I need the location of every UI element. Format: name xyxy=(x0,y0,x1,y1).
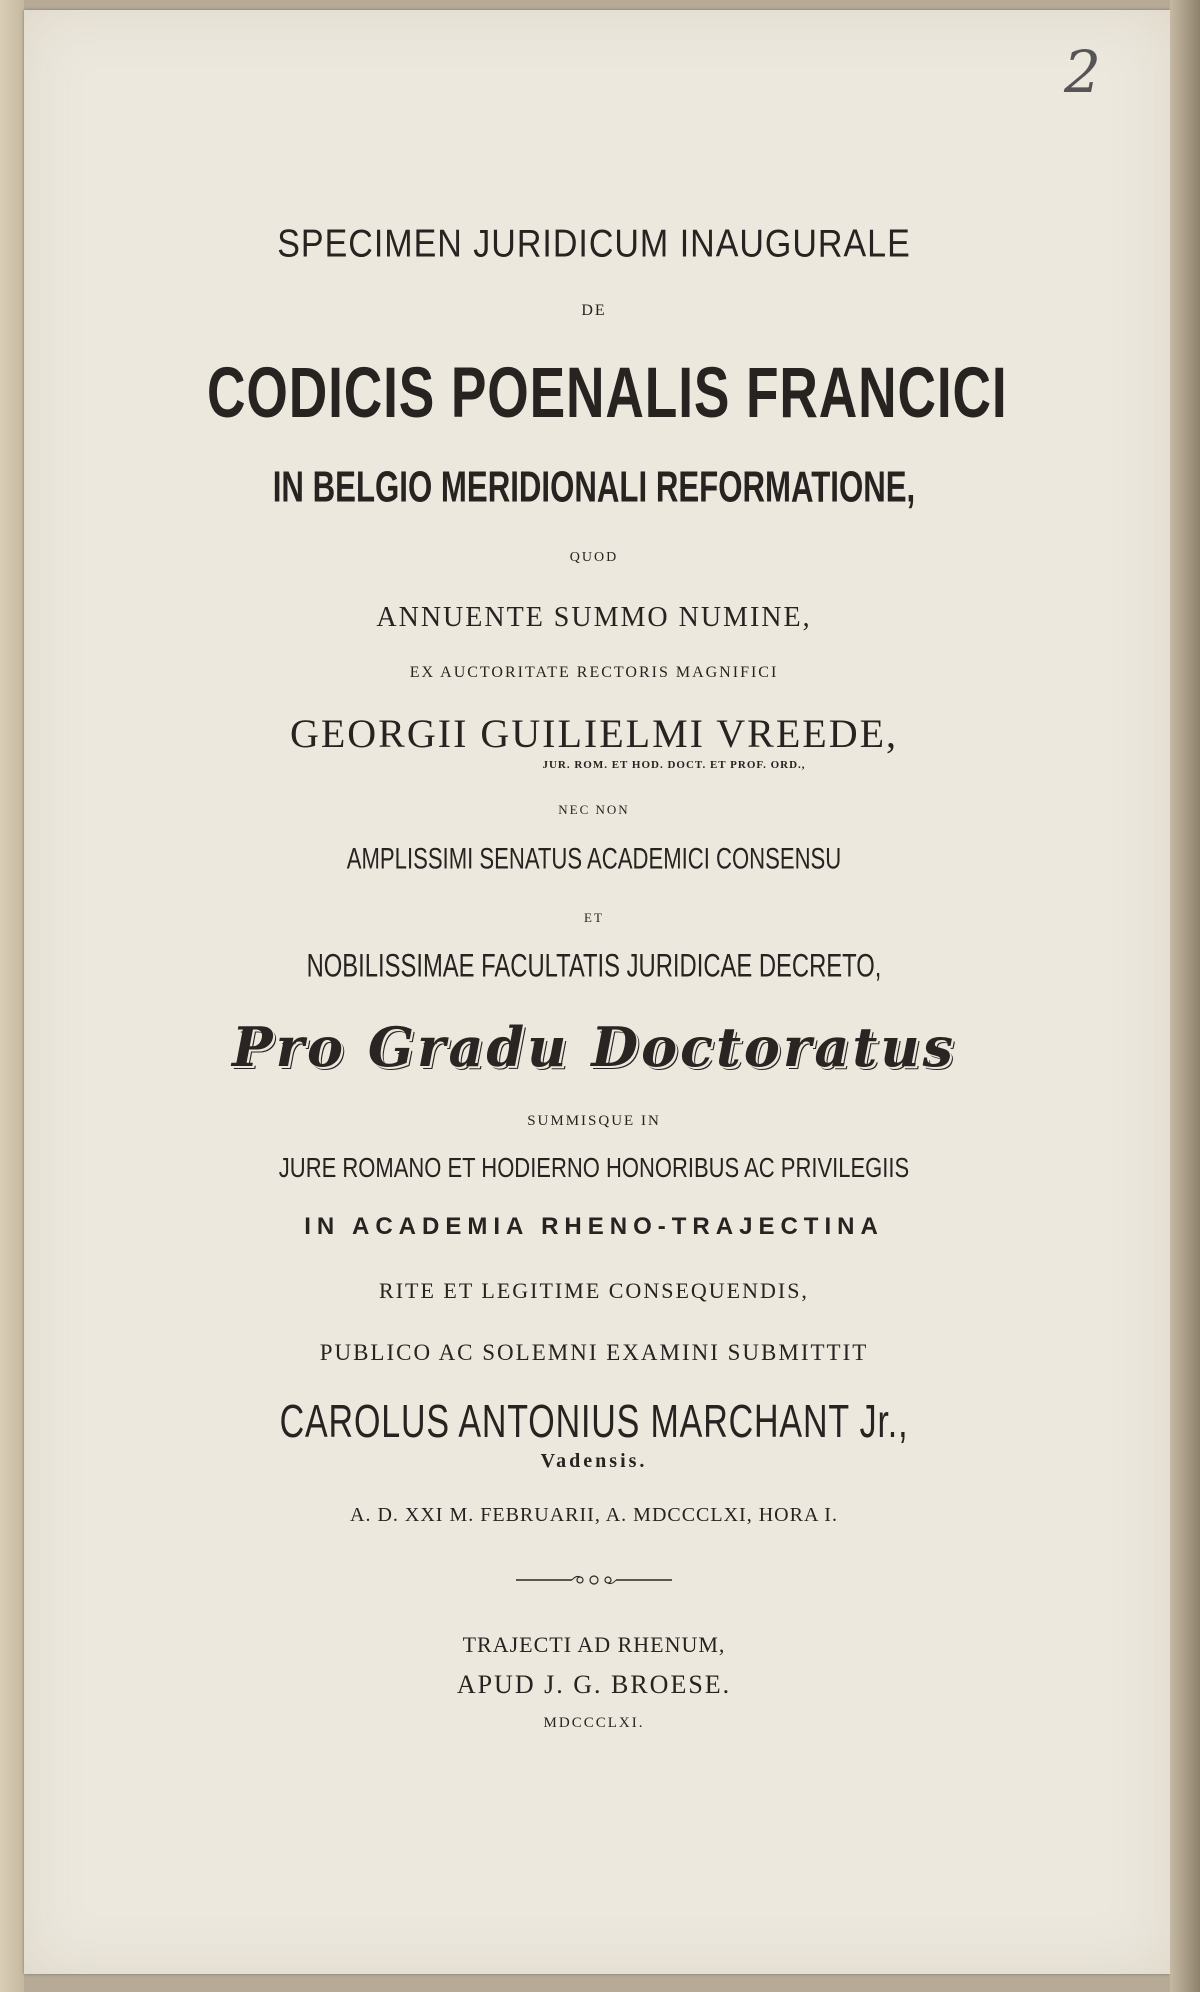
auctoritate-line: EX AUCTORITATE RECTORIS MAGNIFICI xyxy=(409,664,779,681)
de-line: DE xyxy=(581,302,607,319)
pro-gradu-doctoratus: Pro Gradu Doctoratus xyxy=(232,1015,956,1079)
nec-non-line: NEC NON xyxy=(558,802,630,817)
rite-line: RITE ET LEGITIME CONSEQUENDIS, xyxy=(379,1278,809,1303)
book-gutter xyxy=(0,0,24,1992)
facultatis-line: NOBILISSIMAE FACULTATIS JURIDICAE DECRETO, xyxy=(306,947,882,984)
date-line: A. D. XXI M. FEBRUARII, A. MDCCCLXI, HORA I. xyxy=(350,1504,838,1526)
author-origin: Vadensis. xyxy=(540,1450,648,1472)
main-title: CODICIS POENALIS FRANCICI xyxy=(207,353,1008,434)
summisque-line: SUMMISQUE IN xyxy=(527,1113,661,1129)
imprint-printer: APUD J. G. BROESE. xyxy=(456,1670,732,1699)
annuente-line: ANNUENTE SUMMO NUMINE, xyxy=(376,602,812,633)
examini-line: PUBLICO AC SOLEMNI EXAMINI SUBMITTIT xyxy=(319,1340,869,1365)
page-edge xyxy=(1170,0,1200,1992)
ornament-divider-icon xyxy=(144,1573,1044,1592)
et-line: ET xyxy=(584,910,604,925)
academia-line: IN ACADEMIA RHENO-TRAJECTINA xyxy=(304,1213,884,1240)
subtitle: IN BELGIO MERIDIONALI REFORMATIONE, xyxy=(272,462,916,512)
rector-name: GEORGII GUILIELMI VREEDE, xyxy=(289,711,899,756)
imprint-year: MDCCCLXI. xyxy=(543,1715,645,1731)
specimen-heading: SPECIMEN JURIDICUM INAUGURALE xyxy=(277,222,911,266)
quod-line: QUOD xyxy=(569,550,619,565)
title-page xyxy=(24,10,1170,1974)
author-name: CAROLUS ANTONIUS MARCHANT Jr., xyxy=(279,1396,909,1448)
rector-title: JUR. ROM. ET HOD. DOCT. ET PROF. ORD., xyxy=(542,759,806,771)
senatus-line: AMPLISSIMI SENATUS ACADEMICI CONSENSU xyxy=(346,840,842,876)
imprint-place: TRAJECTI AD RHENUM, xyxy=(462,1632,726,1657)
jure-romano-line: JURE ROMANO ET HODIERNO HONORIBUS AC PRIVILEGIIS xyxy=(278,1152,910,1184)
handwritten-page-number: 2 xyxy=(1064,38,1101,106)
